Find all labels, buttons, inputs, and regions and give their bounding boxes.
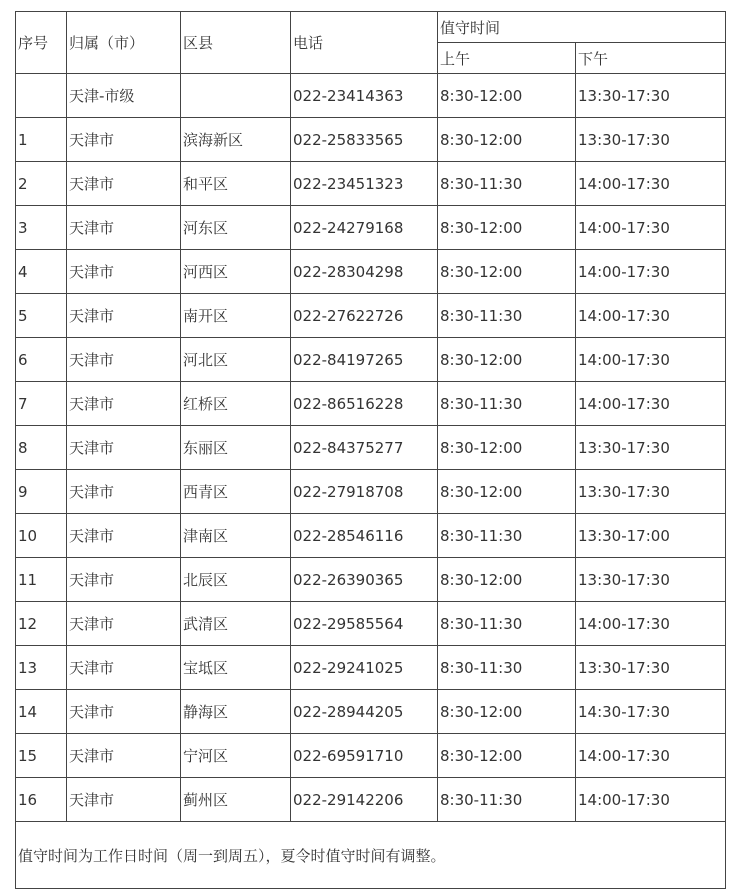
cell-pm: 13:30-17:00 bbox=[576, 514, 726, 558]
cell-city: 天津市 bbox=[67, 206, 181, 250]
table-row bbox=[16, 118, 726, 162]
header-seq: 序号 bbox=[16, 12, 67, 74]
cell-phone: 022-69591710 bbox=[291, 734, 438, 778]
cell-am: 8:30-11:30 bbox=[438, 646, 576, 690]
cell-district: 津南区 bbox=[181, 514, 291, 558]
cell-pm: 13:30-17:30 bbox=[576, 646, 726, 690]
header-am: 上午 bbox=[438, 43, 576, 74]
cell-city: 天津市 bbox=[67, 690, 181, 734]
cell-city: 天津市 bbox=[67, 294, 181, 338]
header-pm: 下午 bbox=[576, 43, 726, 74]
cell-district: 蓟州区 bbox=[181, 778, 291, 822]
cell-district: 宁河区 bbox=[181, 734, 291, 778]
table-row bbox=[16, 778, 726, 822]
cell-district: 南开区 bbox=[181, 294, 291, 338]
cell-district: 河西区 bbox=[181, 250, 291, 294]
cell-pm: 14:00-17:30 bbox=[576, 250, 726, 294]
cell-phone: 022-27622726 bbox=[291, 294, 438, 338]
cell-city: 天津市 bbox=[67, 558, 181, 602]
cell-city: 天津市 bbox=[67, 514, 181, 558]
cell-am: 8:30-12:00 bbox=[438, 338, 576, 382]
cell-am: 8:30-12:00 bbox=[438, 206, 576, 250]
cell-phone: 022-29142206 bbox=[291, 778, 438, 822]
cell-pm: 13:30-17:30 bbox=[576, 558, 726, 602]
cell-am: 8:30-12:00 bbox=[438, 734, 576, 778]
cell-am: 8:30-11:30 bbox=[438, 602, 576, 646]
cell-seq: 3 bbox=[16, 206, 67, 250]
header-city: 归属（市） bbox=[67, 12, 181, 74]
cell-am: 8:30-12:00 bbox=[438, 470, 576, 514]
cell-city: 天津市 bbox=[67, 470, 181, 514]
cell-district: 静海区 bbox=[181, 690, 291, 734]
cell-seq: 14 bbox=[16, 690, 67, 734]
cell-phone: 022-84375277 bbox=[291, 426, 438, 470]
table-row bbox=[16, 382, 726, 426]
cell-am: 8:30-11:30 bbox=[438, 514, 576, 558]
cell-seq: 8 bbox=[16, 426, 67, 470]
cell-seq: 16 bbox=[16, 778, 67, 822]
cell-district: 宝坻区 bbox=[181, 646, 291, 690]
table-row bbox=[16, 74, 726, 118]
cell-am: 8:30-12:00 bbox=[438, 558, 576, 602]
cell-pm: 13:30-17:30 bbox=[576, 118, 726, 162]
cell-seq: 1 bbox=[16, 118, 67, 162]
cell-district: 北辰区 bbox=[181, 558, 291, 602]
cell-pm: 14:00-17:30 bbox=[576, 162, 726, 206]
cell-am: 8:30-12:00 bbox=[438, 74, 576, 118]
cell-seq: 12 bbox=[16, 602, 67, 646]
cell-city: 天津市 bbox=[67, 118, 181, 162]
table-row bbox=[16, 250, 726, 294]
cell-am: 8:30-11:30 bbox=[438, 294, 576, 338]
duty-hotline-table bbox=[15, 11, 726, 889]
table-row bbox=[16, 514, 726, 558]
cell-seq: 5 bbox=[16, 294, 67, 338]
cell-city: 天津市 bbox=[67, 250, 181, 294]
cell-phone: 022-24279168 bbox=[291, 206, 438, 250]
header-phone: 电话 bbox=[291, 12, 438, 74]
cell-pm: 14:00-17:30 bbox=[576, 602, 726, 646]
table-row bbox=[16, 646, 726, 690]
cell-seq: 10 bbox=[16, 514, 67, 558]
cell-city: 天津市 bbox=[67, 734, 181, 778]
cell-pm: 14:30-17:30 bbox=[576, 690, 726, 734]
cell-seq: 13 bbox=[16, 646, 67, 690]
cell-phone: 022-23451323 bbox=[291, 162, 438, 206]
cell-phone: 022-26390365 bbox=[291, 558, 438, 602]
cell-seq: 6 bbox=[16, 338, 67, 382]
cell-city: 天津市 bbox=[67, 602, 181, 646]
table-row bbox=[16, 470, 726, 514]
cell-am: 8:30-12:00 bbox=[438, 690, 576, 734]
footnote: 值守时间为工作日时间（周一到周五），夏令时值守时间有调整。 bbox=[16, 822, 726, 889]
cell-am: 8:30-11:30 bbox=[438, 162, 576, 206]
cell-pm: 14:00-17:30 bbox=[576, 734, 726, 778]
cell-seq: 9 bbox=[16, 470, 67, 514]
table-row bbox=[16, 294, 726, 338]
cell-pm: 14:00-17:30 bbox=[576, 294, 726, 338]
cell-pm: 14:00-17:30 bbox=[576, 778, 726, 822]
cell-district: 河东区 bbox=[181, 206, 291, 250]
header-row bbox=[16, 12, 726, 43]
cell-phone: 022-29241025 bbox=[291, 646, 438, 690]
cell-district: 和平区 bbox=[181, 162, 291, 206]
cell-am: 8:30-11:30 bbox=[438, 778, 576, 822]
cell-am: 8:30-12:00 bbox=[438, 118, 576, 162]
cell-seq: 15 bbox=[16, 734, 67, 778]
table-row bbox=[16, 426, 726, 470]
cell-phone: 022-28304298 bbox=[291, 250, 438, 294]
table-row bbox=[16, 206, 726, 250]
cell-pm: 14:00-17:30 bbox=[576, 206, 726, 250]
cell-phone: 022-28944205 bbox=[291, 690, 438, 734]
cell-district: 红桥区 bbox=[181, 382, 291, 426]
cell-phone: 022-84197265 bbox=[291, 338, 438, 382]
table-row bbox=[16, 690, 726, 734]
cell-district: 滨海新区 bbox=[181, 118, 291, 162]
cell-seq: 7 bbox=[16, 382, 67, 426]
table-row bbox=[16, 602, 726, 646]
cell-district bbox=[181, 74, 291, 118]
cell-phone: 022-27918708 bbox=[291, 470, 438, 514]
cell-seq: 11 bbox=[16, 558, 67, 602]
cell-city: 天津市 bbox=[67, 338, 181, 382]
cell-seq bbox=[16, 74, 67, 118]
cell-am: 8:30-12:00 bbox=[438, 250, 576, 294]
cell-pm: 13:30-17:30 bbox=[576, 426, 726, 470]
cell-seq: 4 bbox=[16, 250, 67, 294]
cell-pm: 13:30-17:30 bbox=[576, 74, 726, 118]
cell-city: 天津市 bbox=[67, 382, 181, 426]
cell-phone: 022-86516228 bbox=[291, 382, 438, 426]
cell-phone: 022-25833565 bbox=[291, 118, 438, 162]
cell-district: 东丽区 bbox=[181, 426, 291, 470]
table-row bbox=[16, 734, 726, 778]
cell-am: 8:30-11:30 bbox=[438, 382, 576, 426]
cell-pm: 13:30-17:30 bbox=[576, 470, 726, 514]
cell-district: 武清区 bbox=[181, 602, 291, 646]
cell-seq: 2 bbox=[16, 162, 67, 206]
table-row bbox=[16, 338, 726, 382]
cell-city: 天津-市级 bbox=[67, 74, 181, 118]
cell-district: 河北区 bbox=[181, 338, 291, 382]
cell-pm: 14:00-17:30 bbox=[576, 382, 726, 426]
cell-city: 天津市 bbox=[67, 426, 181, 470]
table-row bbox=[16, 558, 726, 602]
table-row bbox=[16, 162, 726, 206]
footnote-row bbox=[16, 822, 726, 889]
cell-city: 天津市 bbox=[67, 778, 181, 822]
cell-district: 西青区 bbox=[181, 470, 291, 514]
cell-phone: 022-28546116 bbox=[291, 514, 438, 558]
header-district: 区县 bbox=[181, 12, 291, 74]
cell-phone: 022-29585564 bbox=[291, 602, 438, 646]
cell-am: 8:30-12:00 bbox=[438, 426, 576, 470]
cell-city: 天津市 bbox=[67, 162, 181, 206]
cell-phone: 022-23414363 bbox=[291, 74, 438, 118]
cell-pm: 14:00-17:30 bbox=[576, 338, 726, 382]
header-duty-time: 值守时间 bbox=[438, 12, 726, 43]
cell-city: 天津市 bbox=[67, 646, 181, 690]
